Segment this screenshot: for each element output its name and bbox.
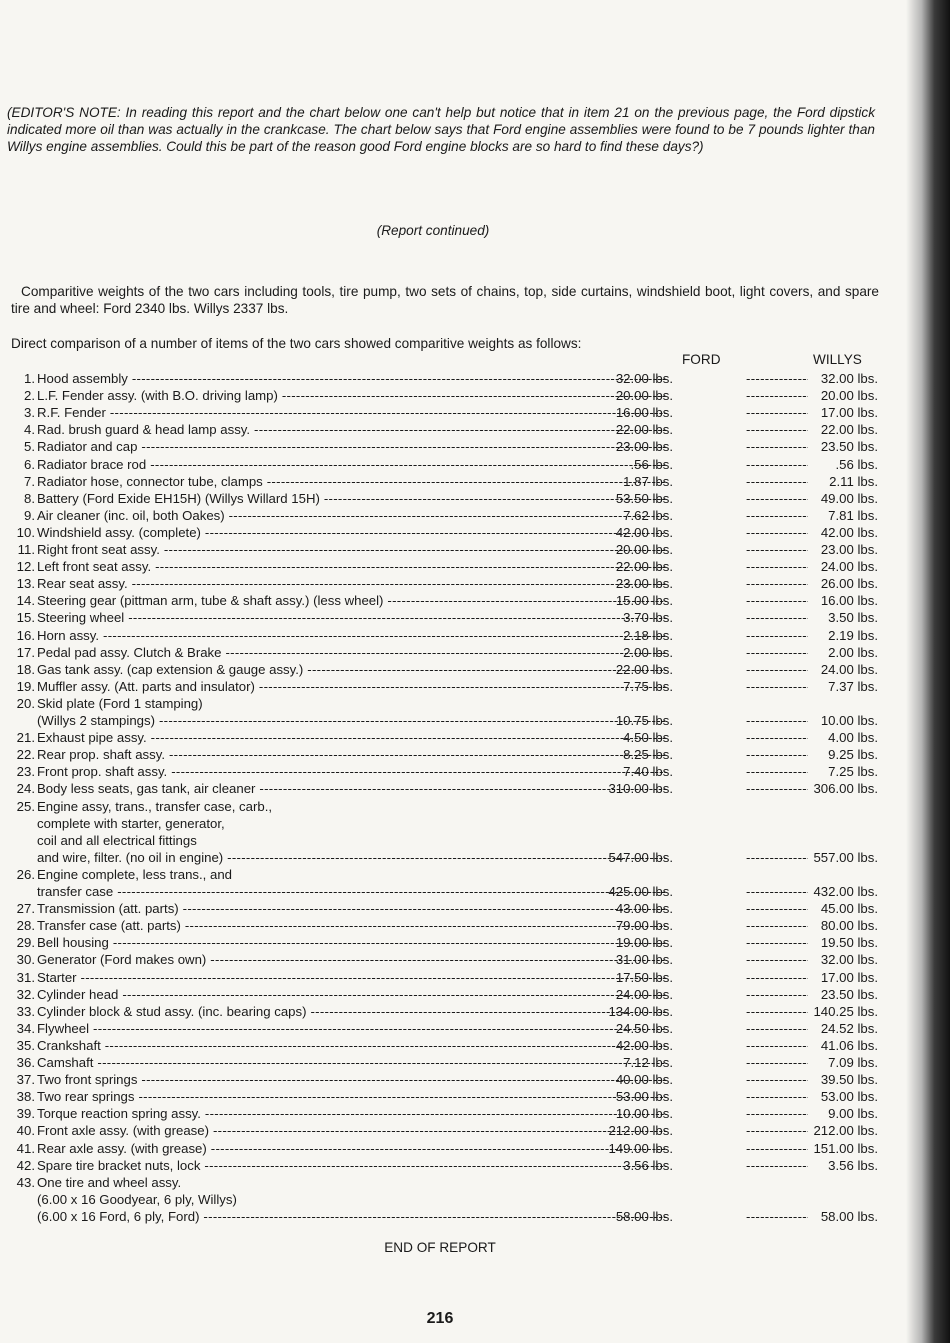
direct-comparison-intro: Direct comparison of a number of items of the two cars showed comparitive weights as follows: <box>11 336 582 351</box>
ford-weight: 58.00 lbs. <box>615 1208 673 1224</box>
item-row <box>0 387 880 404</box>
item-row <box>0 627 880 644</box>
leader-dashes <box>746 421 808 438</box>
leader-dashes <box>746 609 808 626</box>
willys-weight: 2.19 lbs. <box>828 627 878 643</box>
leader-dashes <box>746 986 808 1003</box>
item-description: Radiator hose, connector tube, clamps ----- <box>37 473 667 490</box>
leader-dashes <box>746 438 808 455</box>
item-row <box>0 849 880 866</box>
leader-dashes <box>746 644 808 661</box>
item-number: 15. <box>16 610 35 626</box>
leader-dashes <box>746 1122 808 1139</box>
comparative-weights-paragraph: Comparitive weights of the two cars including tools, tire pump, two sets of chains, top, side curtains, windshield boot, light covers, and spare tire and wheel: Ford 2340 lbs. Willys 2337 lbs. <box>11 284 879 316</box>
item-number: 17. <box>16 644 35 660</box>
willys-weight: 42.00 lbs. <box>820 524 878 540</box>
item-description: Radiator and cap ----- <box>37 438 667 455</box>
item-row <box>0 798 880 815</box>
ford-weight: 547.00 lbs. <box>608 849 673 865</box>
item-number: 39. <box>16 1106 35 1122</box>
item-description: (Willys 2 stampings) ----- <box>37 712 667 729</box>
item-row <box>0 1054 880 1071</box>
leader-dashes <box>746 729 808 746</box>
item-description: Camshaft ----- <box>37 1054 667 1071</box>
item-row <box>0 1003 880 1020</box>
willys-weight: 32.00 lbs. <box>820 371 878 386</box>
ford-weight: 32.00 lbs. <box>615 371 673 386</box>
ford-weight: 24.50 lbs. <box>615 1020 673 1036</box>
item-number: 12. <box>16 559 35 575</box>
item-row <box>0 490 880 507</box>
ford-weight: 22.00 lbs. <box>615 559 673 575</box>
item-number: 40. <box>16 1123 35 1139</box>
item-number: 25. <box>16 798 35 814</box>
item-number: 19. <box>16 678 35 694</box>
item-description: Battery (Ford Exide EH15H) (Willys Willard 15H) ----- <box>37 490 667 507</box>
item-description: Steering gear (pittman arm, tube & shaft assy.) (less wheel) ----- <box>37 592 667 609</box>
page-number: 216 <box>426 1310 454 1327</box>
item-row <box>0 456 880 473</box>
item-row <box>0 815 880 832</box>
end-of-report: END OF REPORT <box>384 1240 496 1255</box>
item-number: 22. <box>16 747 35 763</box>
item-row <box>0 780 880 797</box>
leader-dashes <box>746 490 808 507</box>
item-description: Skid plate (Ford 1 stamping) <box>37 695 203 711</box>
item-row <box>0 695 880 712</box>
ford-weight: 43.00 lbs. <box>615 901 673 917</box>
item-description: Right front seat assy. ----- <box>37 541 667 558</box>
leader-dashes <box>746 558 808 575</box>
item-number: 37. <box>16 1072 35 1088</box>
ford-weight: 7.12 lbs. <box>623 1055 673 1070</box>
item-description: Transfer case (att. parts) ----- <box>37 917 667 934</box>
willys-weight: 39.50 lbs. <box>820 1072 878 1088</box>
item-number: 24. <box>16 781 35 797</box>
item-description: Windshield assy. (complete) ----- <box>37 524 667 541</box>
item-description: Pedal pad assy. Clutch & Brake ----- <box>37 644 667 661</box>
item-row <box>0 1088 880 1105</box>
report-continued-label: (Report continued) <box>376 223 490 238</box>
ford-weight: 8.25 lbs. <box>623 747 673 763</box>
willys-weight: 7.25 lbs. <box>828 764 878 780</box>
leader-dashes <box>746 678 808 695</box>
item-description: Muffler assy. (Att. parts and insulator) ----- <box>37 678 667 695</box>
willys-weight: 24.52 lbs. <box>820 1020 878 1036</box>
willys-weight: 45.00 lbs. <box>820 901 878 917</box>
ford-weight: 40.00 lbs. <box>615 1072 673 1088</box>
leader-dashes <box>746 1054 808 1071</box>
leader-dashes <box>746 1037 808 1054</box>
item-number: 35. <box>16 1037 35 1053</box>
ford-weight: 20.00 lbs. <box>615 542 673 557</box>
willys-weight: 7.09 lbs. <box>828 1055 878 1070</box>
item-row <box>0 1140 880 1157</box>
item-number: 4. <box>24 422 35 438</box>
willys-weight: 7.81 lbs. <box>828 507 878 523</box>
item-row <box>0 1174 880 1191</box>
willys-weight: 306.00 lbs. <box>813 781 878 797</box>
ford-weight: 3.70 lbs. <box>623 610 673 626</box>
item-row <box>0 507 880 524</box>
willys-weight: 58.00 lbs. <box>820 1208 878 1224</box>
ford-weight: 16.00 lbs. <box>615 405 673 421</box>
leader-dashes <box>746 541 808 558</box>
ford-weight: 7.62 lbs. <box>623 507 673 523</box>
item-description: Rear seat assy. ----- <box>37 575 667 592</box>
willys-weight: 23.00 lbs. <box>820 542 878 557</box>
willys-weight: 19.50 lbs. <box>820 935 878 951</box>
item-number: 41. <box>16 1140 35 1156</box>
item-description: Cylinder head ----- <box>37 986 667 1003</box>
item-description: Rad. brush guard & head lamp assy. ----- <box>37 421 667 438</box>
item-description: transfer case ----- <box>37 883 667 900</box>
item-number: 9. <box>24 507 35 523</box>
willys-weight: 23.50 lbs. <box>820 986 878 1002</box>
item-row <box>0 558 880 575</box>
willys-weight: 32.00 lbs. <box>820 952 878 968</box>
item-row <box>0 421 880 438</box>
item-number: 11. <box>17 542 35 557</box>
ford-weight: 10.75 lbs. <box>615 713 673 728</box>
item-row <box>0 541 880 558</box>
item-row <box>0 729 880 746</box>
willys-weight: 53.00 lbs. <box>820 1089 878 1105</box>
item-row <box>0 524 880 541</box>
item-number: 42. <box>16 1157 35 1173</box>
item-description: (6.00 x 16 Ford, 6 ply, Ford) ----- <box>37 1208 667 1225</box>
item-number: 1. <box>24 371 35 386</box>
item-number: 33. <box>16 1003 35 1019</box>
willys-weight: 432.00 lbs. <box>813 884 878 899</box>
item-number: 13. <box>16 576 35 592</box>
item-description: (6.00 x 16 Goodyear, 6 ply, Willys) <box>37 1191 237 1207</box>
leader-dashes <box>746 1071 808 1088</box>
leader-dashes <box>746 661 808 678</box>
item-description: Engine complete, less trans., and <box>37 866 232 882</box>
leader-dashes <box>746 387 808 404</box>
ford-weight: 2.00 lbs. <box>623 644 673 660</box>
leader-dashes <box>746 1020 808 1037</box>
willys-weight: 49.00 lbs. <box>820 490 878 506</box>
ford-weight: 42.00 lbs. <box>615 1037 673 1053</box>
item-number: 36. <box>16 1055 35 1070</box>
leader-dashes <box>746 712 808 729</box>
item-description: Steering wheel ----- <box>37 609 667 626</box>
leader-dashes <box>746 1157 808 1174</box>
leader-dashes <box>746 575 808 592</box>
item-description: Front axle assy. (with grease) ----- <box>37 1122 667 1139</box>
item-description: Gas tank assy. (cap extension & gauge assy.) ----- <box>37 661 667 678</box>
item-row <box>0 883 880 900</box>
item-description: complete with starter, generator, <box>37 815 225 831</box>
item-row <box>0 1071 880 1088</box>
item-description: Bell housing ----- <box>37 934 667 951</box>
item-description: Front prop. shaft assy. ----- <box>37 763 667 780</box>
willys-weight: 7.37 lbs. <box>828 678 878 694</box>
item-number: 14. <box>16 593 35 609</box>
item-row <box>0 644 880 661</box>
item-description: R.F. Fender ----- <box>37 404 667 421</box>
item-row <box>0 763 880 780</box>
item-description: Air cleaner (inc. oil, both Oakes) ----- <box>37 507 667 524</box>
item-number: 16. <box>16 627 35 643</box>
item-row <box>0 746 880 763</box>
leader-dashes <box>746 969 808 986</box>
leader-dashes <box>746 507 808 524</box>
leader-dashes <box>746 883 808 900</box>
item-number: 5. <box>24 439 35 455</box>
willys-weight: 23.50 lbs. <box>820 439 878 455</box>
item-row <box>0 951 880 968</box>
leader-dashes <box>746 404 808 421</box>
willys-weight: .56 lbs. <box>835 456 878 472</box>
editors-note: (EDITOR'S NOTE: In reading this report and the chart below one can't help but notice that in item 21 on the previous page, the Ford dipstick indicated more oil than was actually in the crankcase. The chart below says that Ford engine assemblies were found to be 7 pounds lighter than Willys engine assemblies. Could this be part of the reason good Ford engine blocks are so hard to find these days?) <box>7 105 875 154</box>
leader-dashes <box>746 917 808 934</box>
ford-weight: 134.00 lbs. <box>608 1003 673 1019</box>
item-description: and wire, filter. (no oil in engine) ----- <box>37 849 667 866</box>
willys-weight: 151.00 lbs. <box>813 1140 878 1156</box>
willys-weight: 140.25 lbs. <box>813 1003 878 1019</box>
item-row <box>0 1037 880 1054</box>
ford-weight: 310.00 lbs. <box>608 781 673 797</box>
item-description: Body less seats, gas tank, air cleaner ----- <box>37 780 667 797</box>
item-description: Left front seat assy. ----- <box>37 558 667 575</box>
willys-weight: 557.00 lbs. <box>813 849 878 865</box>
ford-weight: 425.00 lbs. <box>608 884 673 899</box>
ford-weight: 15.00 lbs. <box>615 593 673 609</box>
leader-dashes <box>746 849 808 866</box>
ford-weight: 17.50 lbs. <box>615 969 673 985</box>
ford-weight: 19.00 lbs. <box>615 935 673 951</box>
item-number: 30. <box>16 952 35 968</box>
ford-weight: 22.00 lbs. <box>615 661 673 677</box>
willys-weight: 9.00 lbs. <box>828 1106 878 1122</box>
item-number: 31. <box>16 969 35 985</box>
item-number: 3. <box>24 405 35 421</box>
item-row <box>0 1208 880 1225</box>
item-number: 8. <box>24 490 35 506</box>
item-row <box>0 1191 880 1208</box>
ford-weight: 53.50 lbs. <box>615 490 673 506</box>
item-row <box>0 900 880 917</box>
item-description: Radiator brace rod ----- <box>37 456 667 473</box>
item-description: Two rear springs ----- <box>37 1088 667 1105</box>
item-description: Cylinder block & stud assy. (inc. bearing caps) ----- <box>37 1003 667 1020</box>
ford-weight: .56 lbs. <box>630 456 673 472</box>
item-row <box>0 661 880 678</box>
item-number: 34. <box>16 1020 35 1036</box>
ford-weight: 2.18 lbs. <box>623 627 673 643</box>
item-row <box>0 1122 880 1139</box>
item-row <box>0 1105 880 1122</box>
leader-dashes <box>746 951 808 968</box>
item-description: Transmission (att. parts) ----- <box>37 900 667 917</box>
ford-weight: 212.00 lbs. <box>608 1123 673 1139</box>
ford-weight: 23.00 lbs. <box>615 439 673 455</box>
item-number: 26. <box>16 866 35 882</box>
willys-weight: 80.00 lbs. <box>820 918 878 934</box>
willys-weight: 9.25 lbs. <box>828 747 878 763</box>
column-header-ford: FORD <box>682 352 721 367</box>
item-number: 18. <box>16 661 35 677</box>
item-description: Generator (Ford makes own) ----- <box>37 951 667 968</box>
item-row <box>0 438 880 455</box>
item-row <box>0 832 880 849</box>
item-row <box>0 1020 880 1037</box>
item-description: Flywheel ----- <box>37 1020 667 1037</box>
willys-weight: 16.00 lbs. <box>820 593 878 609</box>
willys-weight: 22.00 lbs. <box>820 422 878 438</box>
ford-weight: 24.00 lbs. <box>615 986 673 1002</box>
item-description: Spare tire bracket nuts, lock ----- <box>37 1157 667 1174</box>
willys-weight: 212.00 lbs. <box>813 1123 878 1139</box>
leader-dashes <box>746 934 808 951</box>
leader-dashes <box>746 456 808 473</box>
leader-dashes <box>746 1003 808 1020</box>
item-number: 29. <box>16 935 35 951</box>
ford-weight: 42.00 lbs. <box>615 524 673 540</box>
item-row <box>0 712 880 729</box>
leader-dashes <box>746 1088 808 1105</box>
item-description: Torque reaction spring assy. ----- <box>37 1105 667 1122</box>
leader-dashes <box>746 524 808 541</box>
item-number: 10. <box>16 524 35 540</box>
leader-dashes <box>746 763 808 780</box>
item-row <box>0 934 880 951</box>
item-row <box>0 473 880 490</box>
willys-weight: 24.00 lbs. <box>820 559 878 575</box>
ford-weight: 10.00 lbs. <box>615 1106 673 1122</box>
willys-weight: 24.00 lbs. <box>820 661 878 677</box>
leader-dashes <box>746 746 808 763</box>
willys-weight: 17.00 lbs. <box>820 969 878 985</box>
item-number: 6. <box>24 456 35 472</box>
item-description: One tire and wheel assy. <box>37 1174 182 1190</box>
item-number: 21. <box>16 730 35 746</box>
item-row <box>0 917 880 934</box>
item-row <box>0 404 880 421</box>
leader-dashes <box>746 900 808 917</box>
ford-weight: 22.00 lbs. <box>615 422 673 438</box>
item-row <box>0 969 880 986</box>
leader-dashes <box>746 473 808 490</box>
willys-weight: 2.11 lbs. <box>829 473 878 489</box>
item-number: 32. <box>16 986 35 1002</box>
ford-weight: 7.75 lbs. <box>623 678 673 694</box>
ford-weight: 79.00 lbs. <box>615 918 673 934</box>
leader-dashes <box>746 627 808 644</box>
willys-weight: 2.00 lbs. <box>828 644 878 660</box>
willys-weight: 41.06 lbs. <box>820 1037 878 1053</box>
item-row <box>0 592 880 609</box>
item-description: Hood assembly ----- <box>37 370 667 387</box>
leader-dashes <box>746 370 808 387</box>
item-description: Rear prop. shaft assy. ----- <box>37 746 667 763</box>
column-header-willys: WILLYS <box>813 352 862 367</box>
item-row <box>0 1157 880 1174</box>
item-number: 7. <box>24 473 35 489</box>
leader-dashes <box>746 592 808 609</box>
leader-dashes <box>746 1208 808 1225</box>
item-row <box>0 866 880 883</box>
ford-weight: 4.50 lbs. <box>623 730 673 746</box>
item-number: 23. <box>16 764 35 780</box>
item-number: 2. <box>24 388 35 404</box>
item-description: L.F. Fender assy. (with B.O. driving lamp) ----- <box>37 387 667 404</box>
item-number: 28. <box>16 918 35 934</box>
item-number: 38. <box>16 1089 35 1105</box>
ford-weight: 3.56 lbs. <box>623 1157 673 1173</box>
willys-weight: 3.56 lbs. <box>828 1157 878 1173</box>
ford-weight: 23.00 lbs. <box>615 576 673 592</box>
item-description: Two front springs ----- <box>37 1071 667 1088</box>
item-description: coil and all electrical fittings <box>37 832 197 848</box>
leader-dashes <box>746 780 808 797</box>
leader-dashes <box>746 1140 808 1157</box>
item-description: Crankshaft ----- <box>37 1037 667 1054</box>
willys-weight: 3.50 lbs. <box>828 610 878 626</box>
willys-weight: 26.00 lbs. <box>820 576 878 592</box>
willys-weight: 17.00 lbs. <box>820 405 878 421</box>
ford-weight: 7.40 lbs. <box>623 764 673 780</box>
item-description: Exhaust pipe assy. ----- <box>37 729 667 746</box>
item-row <box>0 609 880 626</box>
item-number: 43. <box>16 1174 35 1190</box>
item-row <box>0 370 880 387</box>
leader-dashes <box>746 1105 808 1122</box>
item-row <box>0 575 880 592</box>
ford-weight: 53.00 lbs. <box>615 1089 673 1105</box>
item-description: Rear axle assy. (with grease) ----- <box>37 1140 667 1157</box>
item-description: Horn assy. ----- <box>37 627 667 644</box>
item-description: Engine assy, trans., transfer case, carb., <box>37 798 273 814</box>
item-number: 20. <box>16 695 35 711</box>
ford-weight: 31.00 lbs. <box>615 952 673 968</box>
ford-weight: 149.00 lbs. <box>608 1140 673 1156</box>
item-row <box>0 678 880 695</box>
willys-weight: 4.00 lbs. <box>828 730 878 746</box>
item-description: Starter ----- <box>37 969 667 986</box>
ford-weight: 20.00 lbs. <box>615 388 673 404</box>
ford-weight: 1.87 lbs. <box>623 473 673 489</box>
item-number: 27. <box>16 901 35 917</box>
willys-weight: 10.00 lbs. <box>820 713 878 728</box>
item-row <box>0 986 880 1003</box>
willys-weight: 20.00 lbs. <box>820 388 878 404</box>
